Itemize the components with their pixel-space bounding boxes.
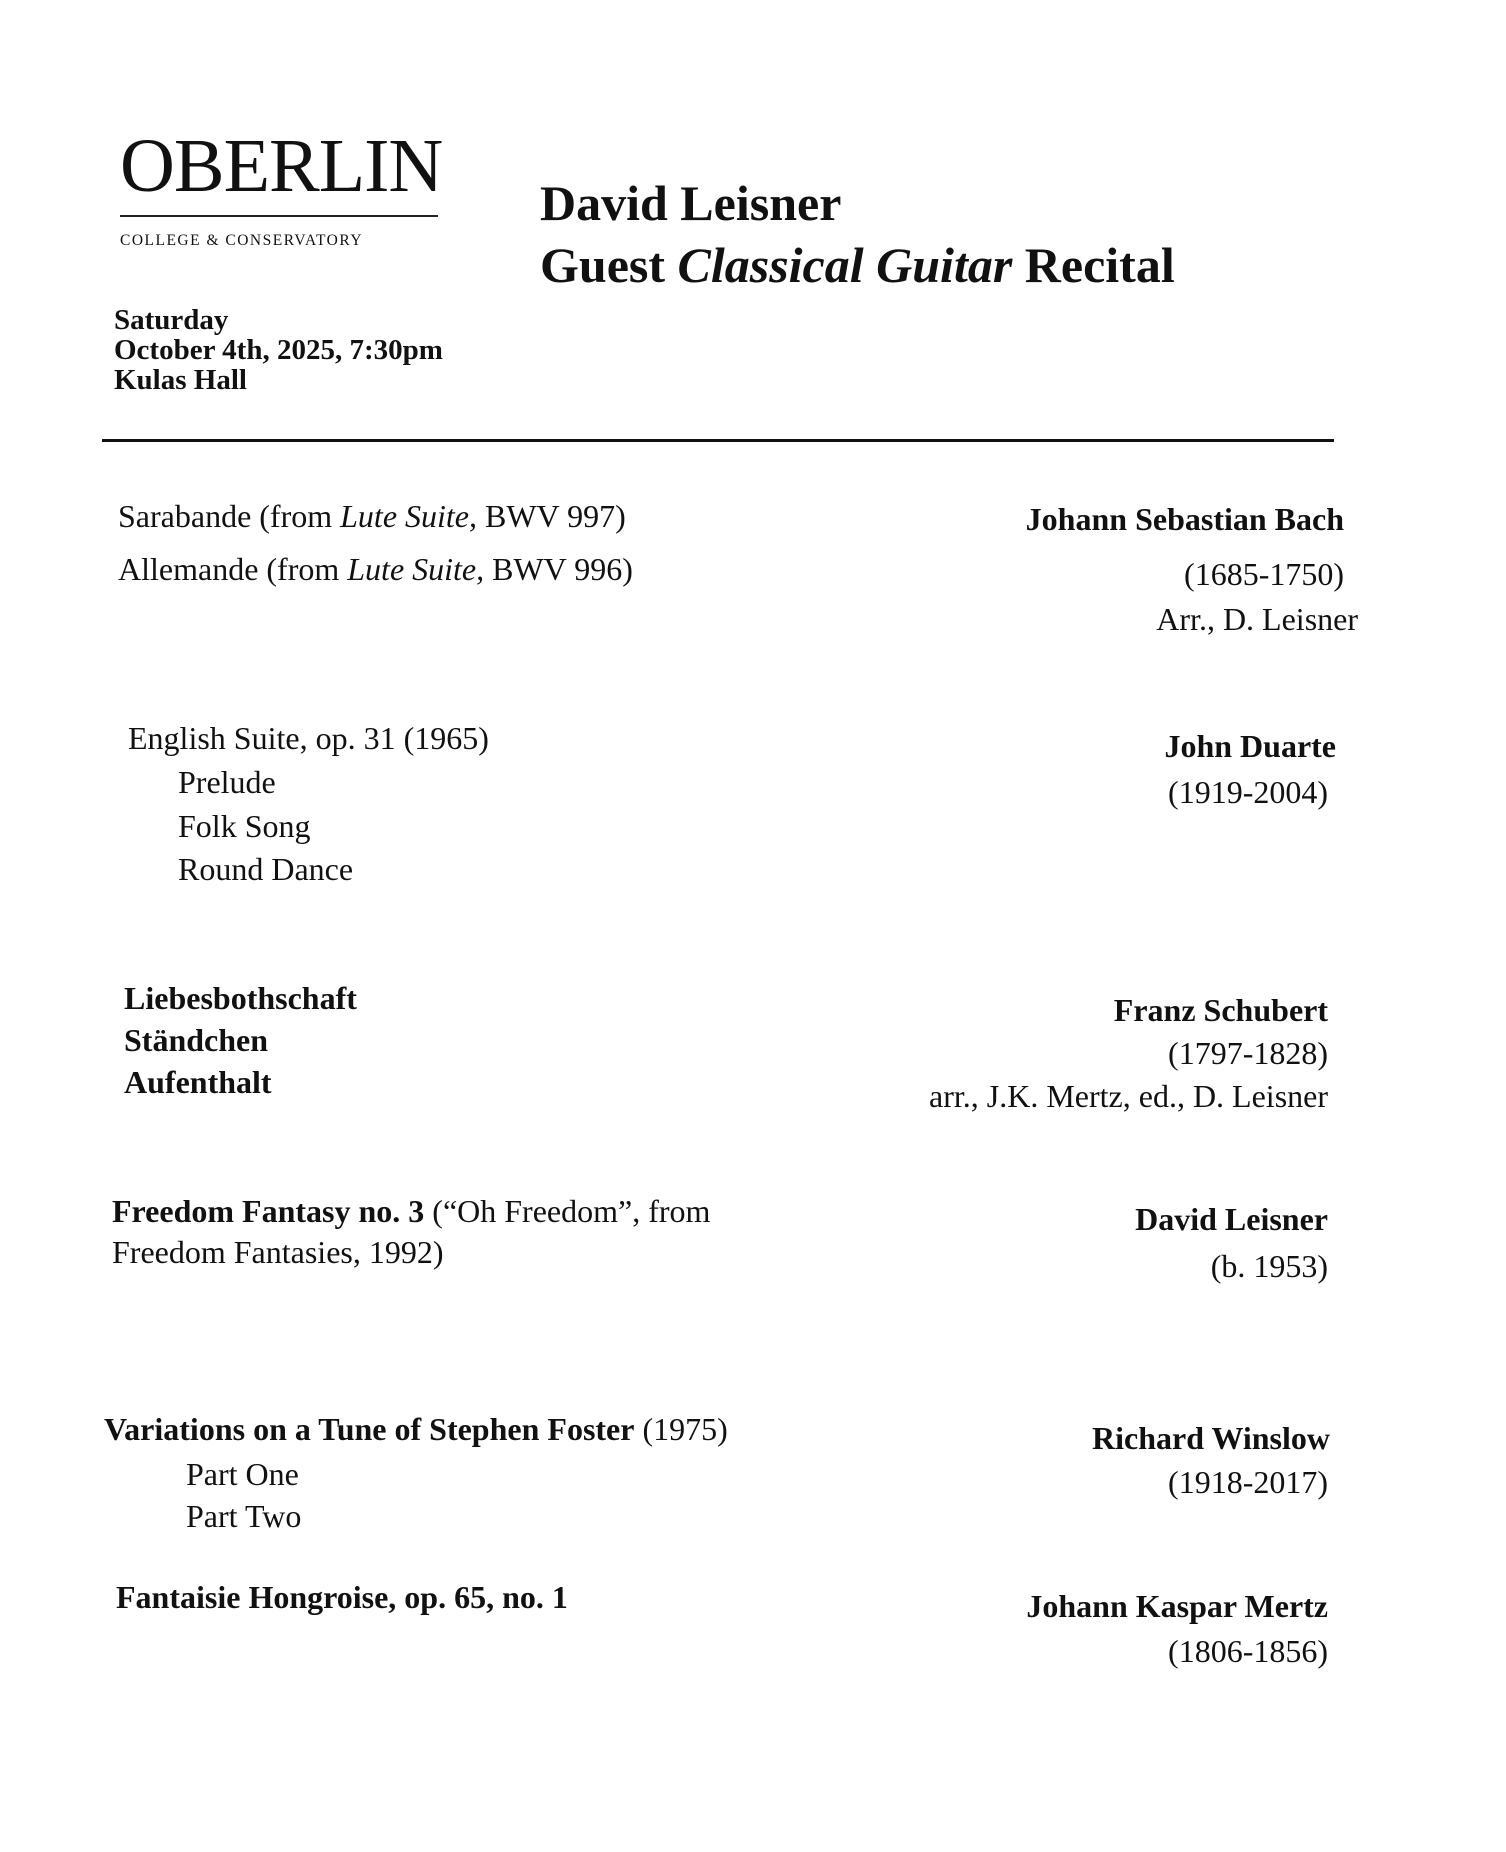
program-work-freedom-fantasy-line2: Freedom Fantasies, 1992) xyxy=(112,1234,444,1270)
arranger-bach: Arr., D. Leisner xyxy=(1156,601,1358,637)
work-title-bold: Variations on a Tune of Stephen Foster xyxy=(104,1411,635,1447)
event-details xyxy=(114,305,443,395)
work-text: (1975) xyxy=(634,1411,728,1447)
program-work-foster-variations xyxy=(104,1413,728,1445)
work-text: BWV 997) xyxy=(477,498,626,534)
oberlin-logo-subtitle: COLLEGE & CONSERVATORY xyxy=(120,232,364,249)
recital-title xyxy=(540,237,1175,293)
work-title-bold: Freedom Fantasy no. 3 xyxy=(112,1193,425,1229)
work-italic: Lute Suite, xyxy=(340,498,477,534)
work-text: Allemande (from xyxy=(118,551,348,587)
composer-leisner: David Leisner xyxy=(1135,1201,1328,1237)
composer-winslow: Richard Winslow xyxy=(1092,1420,1330,1456)
event-venue: Kulas Hall xyxy=(114,364,247,396)
title-instrument: Classical Guitar xyxy=(677,237,1013,293)
title-recital: Recital xyxy=(1024,237,1175,293)
composer-schubert: Franz Schubert xyxy=(1113,992,1328,1028)
program-work-sarabande xyxy=(118,500,626,532)
work-italic: Lute Suite, xyxy=(347,551,485,587)
program-work-allemande xyxy=(118,553,633,585)
movement-folk-song: Folk Song xyxy=(178,808,311,844)
program-work-english-suite xyxy=(128,722,489,754)
work-text: English Suite, op. 31 (1965) xyxy=(128,720,489,756)
movement-prelude: Prelude xyxy=(178,764,276,800)
program-work-fantaisie-hongroise: Fantaisie Hongroise, op. 65, no. 1 xyxy=(116,1579,568,1615)
program-work-aufenthalt: Aufenthalt xyxy=(124,1064,272,1100)
recital-title-performer: David Leisner xyxy=(540,175,842,231)
work-text: (“Oh Freedom”, from xyxy=(424,1193,711,1229)
oberlin-logo-wordmark: OBERLIN xyxy=(120,124,443,208)
title-guest: Guest xyxy=(540,237,665,293)
program-work-freedom-fantasy xyxy=(112,1195,710,1227)
logo-underline xyxy=(120,215,438,217)
arranger-schubert: arr., J.K. Mertz, ed., D. Leisner xyxy=(929,1078,1328,1114)
event-date-time: October 4th, 2025, 7:30pm xyxy=(114,334,443,366)
header-divider xyxy=(102,439,1334,442)
composer-dates-schubert: (1797-1828) xyxy=(1168,1035,1328,1071)
composer-duarte: John Duarte xyxy=(1164,728,1336,764)
program-work-standchen: Ständchen xyxy=(124,1022,269,1058)
work-text: BWV 996) xyxy=(484,551,633,587)
composer-mertz: Johann Kaspar Mertz xyxy=(1026,1588,1328,1624)
composer-bach: Johann Sebastian Bach xyxy=(1025,501,1344,537)
composer-dates-mertz: (1806-1856) xyxy=(1168,1633,1328,1669)
composer-dates-duarte: (1919-2004) xyxy=(1168,774,1328,810)
composer-dates-winslow: (1918-2017) xyxy=(1168,1464,1328,1500)
movement-part-one: Part One xyxy=(186,1456,299,1492)
event-day: Saturday xyxy=(114,304,229,336)
work-text: Sarabande (from xyxy=(118,498,341,534)
composer-dates-leisner: (b. 1953) xyxy=(1210,1248,1328,1284)
movement-round-dance: Round Dance xyxy=(178,851,354,887)
program-work-liebesbothschaft: Liebesbothschaft xyxy=(124,980,357,1016)
composer-dates-bach: (1685-1750) xyxy=(1184,556,1344,592)
movement-part-two: Part Two xyxy=(186,1498,302,1534)
